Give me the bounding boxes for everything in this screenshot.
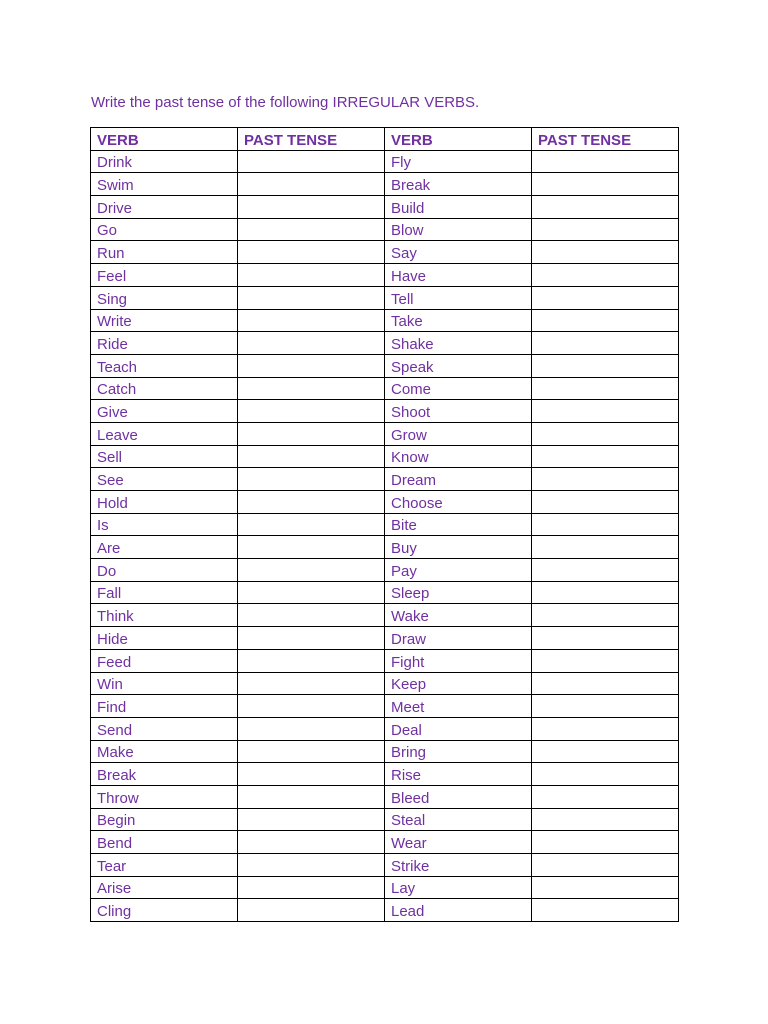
table-row [91, 286, 679, 309]
past-tense-answer-cell[interactable] [238, 422, 385, 445]
verb-cell: Win [91, 672, 238, 695]
past-tense-answer-cell[interactable] [532, 445, 679, 468]
verb-cell: Think [91, 604, 238, 627]
verb-cell: Come [385, 377, 532, 400]
table-row [91, 309, 679, 332]
verb-cell: Break [91, 763, 238, 786]
table-row [91, 491, 679, 514]
verb-cell: Throw [91, 785, 238, 808]
past-tense-answer-cell[interactable] [238, 627, 385, 650]
past-tense-answer-cell[interactable] [238, 604, 385, 627]
table-row [91, 785, 679, 808]
verb-cell: Arise [91, 876, 238, 899]
table-row [91, 831, 679, 854]
table-row [91, 627, 679, 650]
past-tense-answer-cell[interactable] [532, 400, 679, 423]
past-tense-answer-cell[interactable] [532, 241, 679, 264]
table-row [91, 695, 679, 718]
verb-cell: Grow [385, 422, 532, 445]
table-row [91, 672, 679, 695]
verb-cell: Run [91, 241, 238, 264]
past-tense-answer-cell[interactable] [532, 309, 679, 332]
verb-cell: Feed [91, 649, 238, 672]
header-past-tense-2: PAST TENSE [532, 128, 679, 151]
verb-cell: Shake [385, 332, 532, 355]
verb-cell: Do [91, 559, 238, 582]
past-tense-answer-cell[interactable] [532, 332, 679, 355]
past-tense-answer-cell[interactable] [532, 604, 679, 627]
past-tense-answer-cell[interactable] [532, 763, 679, 786]
table-row [91, 332, 679, 355]
past-tense-answer-cell[interactable] [238, 445, 385, 468]
verb-cell: Make [91, 740, 238, 763]
past-tense-answer-cell[interactable] [238, 785, 385, 808]
past-tense-answer-cell[interactable] [238, 286, 385, 309]
verb-cell: Choose [385, 491, 532, 514]
past-tense-answer-cell[interactable] [238, 513, 385, 536]
header-verb-1: VERB [91, 128, 238, 151]
past-tense-answer-cell[interactable] [238, 241, 385, 264]
verb-cell: Bite [385, 513, 532, 536]
verb-cell: Rise [385, 763, 532, 786]
verb-cell: Feel [91, 264, 238, 287]
past-tense-answer-cell[interactable] [532, 218, 679, 241]
past-tense-answer-cell[interactable] [532, 286, 679, 309]
past-tense-answer-cell[interactable] [238, 377, 385, 400]
past-tense-answer-cell[interactable] [532, 876, 679, 899]
past-tense-answer-cell[interactable] [238, 218, 385, 241]
verb-cell: Take [385, 309, 532, 332]
verb-cell: Lead [385, 899, 532, 922]
past-tense-answer-cell[interactable] [532, 627, 679, 650]
table-row [91, 264, 679, 287]
header-past-tense-1: PAST TENSE [238, 128, 385, 151]
instruction-text: Write the past tense of the following IRREGULAR VERBS. [91, 94, 480, 111]
verb-cell: Give [91, 400, 238, 423]
verb-cell: Sell [91, 445, 238, 468]
past-tense-answer-cell[interactable] [238, 695, 385, 718]
verb-cell: Catch [91, 377, 238, 400]
past-tense-answer-cell[interactable] [532, 808, 679, 831]
verb-cell: Break [385, 173, 532, 196]
past-tense-answer-cell[interactable] [238, 717, 385, 740]
past-tense-answer-cell[interactable] [238, 150, 385, 173]
verb-cell: Fall [91, 581, 238, 604]
verb-cell: Say [385, 241, 532, 264]
verb-cell: Ride [91, 332, 238, 355]
verb-cell: Meet [385, 695, 532, 718]
verb-cell: See [91, 468, 238, 491]
table-row [91, 717, 679, 740]
table-row [91, 854, 679, 877]
verb-cell: Sleep [385, 581, 532, 604]
verb-cell: Steal [385, 808, 532, 831]
table-row [91, 241, 679, 264]
table-row [91, 604, 679, 627]
table-row [91, 150, 679, 173]
past-tense-answer-cell[interactable] [238, 354, 385, 377]
table-row [91, 581, 679, 604]
verb-cell: Speak [385, 354, 532, 377]
past-tense-answer-cell[interactable] [532, 785, 679, 808]
past-tense-answer-cell[interactable] [532, 173, 679, 196]
past-tense-answer-cell[interactable] [238, 672, 385, 695]
past-tense-answer-cell[interactable] [532, 354, 679, 377]
table-row [91, 513, 679, 536]
verb-rows [91, 150, 679, 921]
verb-cell: Bleed [385, 785, 532, 808]
past-tense-answer-cell[interactable] [238, 332, 385, 355]
past-tense-answer-cell[interactable] [238, 264, 385, 287]
table-row [91, 763, 679, 786]
past-tense-answer-cell[interactable] [238, 581, 385, 604]
verb-cell: Deal [385, 717, 532, 740]
verb-cell: Hold [91, 491, 238, 514]
past-tense-answer-cell[interactable] [238, 400, 385, 423]
verb-cell: Blow [385, 218, 532, 241]
past-tense-answer-cell[interactable] [238, 831, 385, 854]
past-tense-answer-cell[interactable] [532, 377, 679, 400]
table-row [91, 468, 679, 491]
past-tense-answer-cell[interactable] [532, 854, 679, 877]
past-tense-answer-cell[interactable] [532, 513, 679, 536]
verb-cell: Shoot [385, 400, 532, 423]
verb-cell: Wake [385, 604, 532, 627]
verb-cell: Fly [385, 150, 532, 173]
past-tense-answer-cell[interactable] [532, 536, 679, 559]
table-row [91, 899, 679, 922]
verb-cell: Leave [91, 422, 238, 445]
past-tense-answer-cell[interactable] [238, 173, 385, 196]
table-row [91, 808, 679, 831]
past-tense-answer-cell[interactable] [238, 491, 385, 514]
verb-cell: Wear [385, 831, 532, 854]
verb-cell: Hide [91, 627, 238, 650]
past-tense-answer-cell[interactable] [238, 763, 385, 786]
verb-cell: Begin [91, 808, 238, 831]
verb-cell: Build [385, 196, 532, 219]
table-row [91, 173, 679, 196]
past-tense-answer-cell[interactable] [532, 150, 679, 173]
verb-cell: Drink [91, 150, 238, 173]
past-tense-answer-cell[interactable] [532, 264, 679, 287]
past-tense-answer-cell[interactable] [238, 559, 385, 582]
past-tense-answer-cell[interactable] [238, 196, 385, 219]
verb-cell: Pay [385, 559, 532, 582]
table-row [91, 400, 679, 423]
past-tense-answer-cell[interactable] [532, 695, 679, 718]
verb-cell: Dream [385, 468, 532, 491]
past-tense-answer-cell[interactable] [238, 854, 385, 877]
past-tense-answer-cell[interactable] [532, 559, 679, 582]
past-tense-answer-cell[interactable] [238, 309, 385, 332]
table-row [91, 377, 679, 400]
verb-cell: Draw [385, 627, 532, 650]
past-tense-answer-cell[interactable] [532, 468, 679, 491]
verb-cell: Bend [91, 831, 238, 854]
verb-cell: Lay [385, 876, 532, 899]
header-verb-2: VERB [385, 128, 532, 151]
verb-cell: Send [91, 717, 238, 740]
table-row [91, 649, 679, 672]
verb-cell: Have [385, 264, 532, 287]
verb-cell: Cling [91, 899, 238, 922]
irregular-verbs-table [90, 127, 679, 922]
past-tense-answer-cell[interactable] [532, 581, 679, 604]
past-tense-answer-cell[interactable] [532, 672, 679, 695]
past-tense-answer-cell[interactable] [532, 196, 679, 219]
verb-cell: Tear [91, 854, 238, 877]
header-row [91, 128, 679, 151]
verb-cell: Is [91, 513, 238, 536]
verb-cell: Drive [91, 196, 238, 219]
past-tense-answer-cell[interactable] [532, 717, 679, 740]
verb-cell: Strike [385, 854, 532, 877]
table-row [91, 445, 679, 468]
verb-cell: Bring [385, 740, 532, 763]
verb-cell: Swim [91, 173, 238, 196]
verb-cell: Keep [385, 672, 532, 695]
verb-cell: Tell [385, 286, 532, 309]
past-tense-answer-cell[interactable] [238, 536, 385, 559]
table-row [91, 422, 679, 445]
verb-cell: Go [91, 218, 238, 241]
past-tense-answer-cell[interactable] [532, 899, 679, 922]
past-tense-answer-cell[interactable] [532, 740, 679, 763]
table-row [91, 196, 679, 219]
verb-cell: Know [385, 445, 532, 468]
past-tense-answer-cell[interactable] [238, 649, 385, 672]
verb-cell: Write [91, 309, 238, 332]
table-row [91, 559, 679, 582]
past-tense-answer-cell[interactable] [532, 831, 679, 854]
past-tense-answer-cell[interactable] [238, 468, 385, 491]
past-tense-answer-cell[interactable] [532, 649, 679, 672]
table-row [91, 536, 679, 559]
table-row [91, 218, 679, 241]
table-row [91, 876, 679, 899]
past-tense-answer-cell[interactable] [238, 808, 385, 831]
past-tense-answer-cell[interactable] [238, 899, 385, 922]
verb-cell: Find [91, 695, 238, 718]
past-tense-answer-cell[interactable] [532, 422, 679, 445]
table-row [91, 354, 679, 377]
verb-cell: Teach [91, 354, 238, 377]
past-tense-answer-cell[interactable] [238, 876, 385, 899]
verb-cell: Sing [91, 286, 238, 309]
past-tense-answer-cell[interactable] [238, 740, 385, 763]
table-row [91, 740, 679, 763]
past-tense-answer-cell[interactable] [532, 491, 679, 514]
verb-cell: Fight [385, 649, 532, 672]
verb-cell: Buy [385, 536, 532, 559]
verb-cell: Are [91, 536, 238, 559]
